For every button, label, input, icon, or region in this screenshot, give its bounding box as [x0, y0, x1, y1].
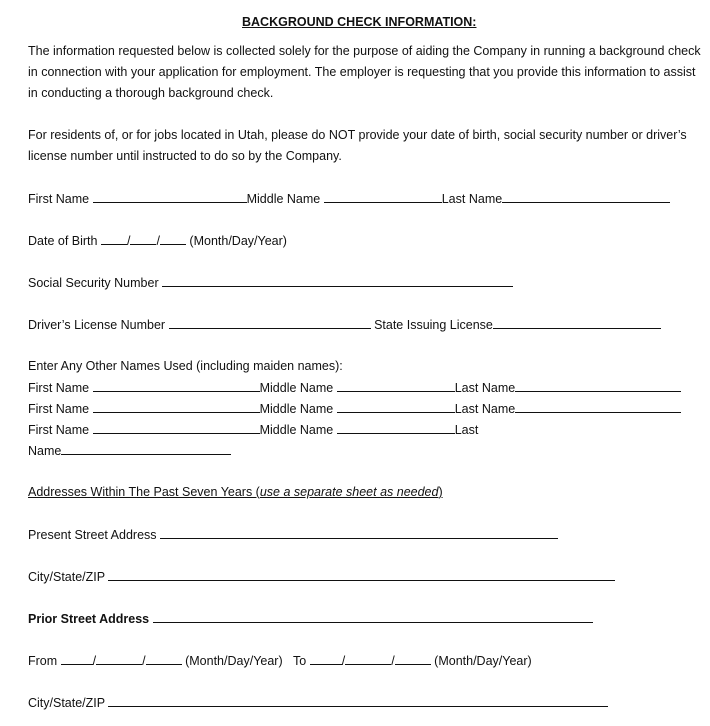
- present-address-row: [28, 526, 558, 543]
- form-title: BACKGROUND CHECK INFORMATION:: [242, 15, 477, 29]
- prior-city-state-zip-field[interactable]: [108, 694, 608, 707]
- other-name-row-3: [28, 421, 478, 438]
- slash: /: [391, 654, 395, 668]
- addresses-heading-text: Addresses Within The Past Seven Years (: [28, 485, 260, 499]
- middle-name-label: Middle Name: [259, 402, 334, 416]
- ssn-field[interactable]: [162, 274, 513, 287]
- first-name-label: First Name: [28, 381, 90, 395]
- to-format-hint: (Month/Day/Year): [434, 654, 532, 668]
- dl-number-field[interactable]: [169, 316, 371, 329]
- first-name-field[interactable]: [93, 190, 247, 203]
- ssn-label: Social Security Number: [28, 276, 159, 290]
- middle-name-field[interactable]: [324, 190, 442, 203]
- name-label: Name: [28, 444, 62, 458]
- utah-notice: [28, 125, 687, 167]
- state-issuing-field[interactable]: [493, 316, 661, 329]
- dob-day-field[interactable]: [130, 232, 156, 245]
- slash: /: [341, 654, 346, 668]
- last-label: Last: [454, 423, 479, 437]
- other-last-name-field-1[interactable]: [515, 379, 681, 392]
- other-middle-name-field-3[interactable]: [337, 421, 455, 434]
- from-day-field[interactable]: [96, 652, 142, 665]
- slash: /: [156, 234, 160, 248]
- city-state-zip-label: City/State/ZIP: [28, 696, 105, 710]
- middle-name-label: Middle Name: [259, 423, 334, 437]
- other-last-name-field-2[interactable]: [515, 400, 681, 413]
- slash: /: [142, 654, 146, 668]
- intro-line-2: in connection with your application for employment. The employer is requesting that you provide this information to assist: [28, 65, 696, 79]
- utah-notice-line-2: license number until instructed to do so by the Company.: [28, 149, 342, 163]
- dob-label: Date of Birth: [28, 234, 98, 248]
- dob-month-field[interactable]: [101, 232, 127, 245]
- prior-city-row: [28, 694, 608, 711]
- other-name-row-1: [28, 379, 681, 396]
- other-first-name-field-1[interactable]: [93, 379, 260, 392]
- dob-row: [28, 232, 287, 249]
- from-year-field[interactable]: [146, 652, 182, 665]
- last-name-label: Last Name: [441, 192, 503, 206]
- to-day-field[interactable]: [345, 652, 391, 665]
- dl-number-label: Driver’s License Number: [28, 318, 166, 332]
- prior-address-row: [28, 610, 593, 627]
- drivers-license-row: [28, 316, 661, 333]
- utah-notice-line-1: For residents of, or for jobs located in Utah, please do NOT provide your date of birth, social security number or driver’s: [28, 128, 687, 142]
- last-name-label: Last Name: [454, 402, 516, 416]
- present-address-field[interactable]: [160, 526, 558, 539]
- intro-line-3: in conducting a thorough background check.: [28, 86, 274, 100]
- to-label: To: [293, 654, 307, 668]
- other-names-heading: Enter Any Other Names Used (including maiden names):: [28, 359, 343, 373]
- from-month-field[interactable]: [61, 652, 93, 665]
- name-row: [28, 190, 670, 207]
- present-city-row: [28, 568, 615, 585]
- present-address-label: Present Street Address: [28, 528, 157, 542]
- other-middle-name-field-1[interactable]: [337, 379, 455, 392]
- to-month-field[interactable]: [310, 652, 342, 665]
- dob-year-field[interactable]: [160, 232, 186, 245]
- slash: /: [126, 234, 131, 248]
- city-state-zip-label: City/State/ZIP: [28, 570, 105, 584]
- addresses-heading: [28, 484, 443, 500]
- ssn-row: [28, 274, 513, 291]
- other-middle-name-field-2[interactable]: [337, 400, 455, 413]
- other-name-row-2: [28, 400, 681, 417]
- slash: /: [92, 654, 97, 668]
- middle-name-label: Middle Name: [246, 192, 321, 206]
- first-name-label: First Name: [28, 192, 90, 206]
- other-last-name-field-3[interactable]: [61, 442, 231, 455]
- from-label: From: [28, 654, 58, 668]
- intro-line-1: The information requested below is collected solely for the purpose of aiding the Company in running a background check: [28, 44, 701, 58]
- dob-format-hint: (Month/Day/Year): [189, 234, 287, 248]
- last-name-field[interactable]: [502, 190, 670, 203]
- middle-name-label: Middle Name: [259, 381, 334, 395]
- prior-dates-row: [28, 652, 532, 669]
- intro-paragraph: [28, 41, 701, 104]
- from-format-hint: (Month/Day/Year): [185, 654, 283, 668]
- prior-address-label: Prior Street Address: [28, 612, 150, 626]
- other-name-row-3-continued: [28, 442, 231, 459]
- present-city-state-zip-field[interactable]: [108, 568, 615, 581]
- other-first-name-field-3[interactable]: [93, 421, 260, 434]
- prior-address-field[interactable]: [153, 610, 593, 623]
- other-first-name-field-2[interactable]: [93, 400, 260, 413]
- to-year-field[interactable]: [395, 652, 431, 665]
- state-issuing-label: State Issuing License: [374, 318, 493, 332]
- addresses-heading-close: ): [438, 485, 443, 499]
- first-name-label: First Name: [28, 402, 90, 416]
- last-name-label: Last Name: [454, 381, 516, 395]
- addresses-note: use a separate sheet as needed: [259, 485, 439, 499]
- first-name-label: First Name: [28, 423, 90, 437]
